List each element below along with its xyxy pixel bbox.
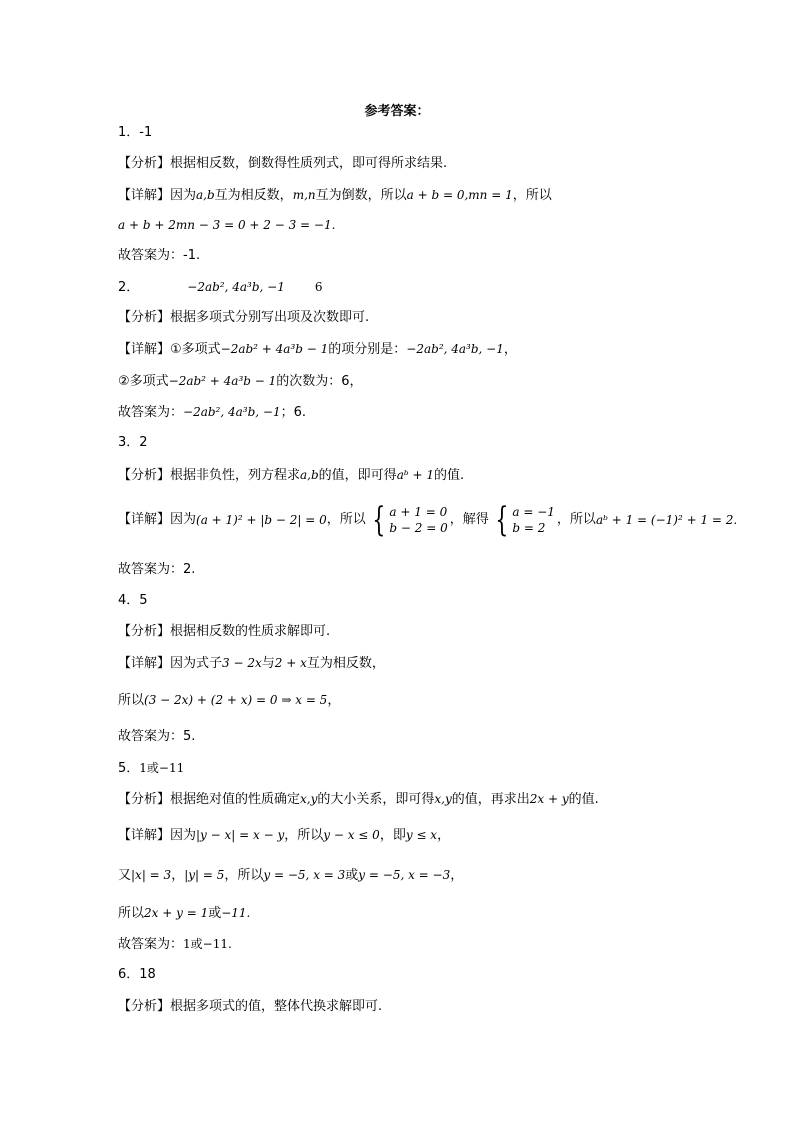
math: −2ab², 4a³b, −1 — [183, 405, 281, 419]
math: 6 — [314, 280, 323, 294]
answer-1-final: 故答案为：-1. — [118, 248, 201, 263]
system-line: a + 1 = 0 — [389, 505, 448, 519]
text: ，解得 — [449, 512, 489, 527]
system-lines — [512, 504, 555, 536]
math: 1或−11 — [139, 761, 185, 775]
system-line: b = 2 — [512, 521, 546, 535]
text: 【详解】因为 — [118, 512, 197, 527]
text: 2． — [118, 280, 140, 295]
system-line: a = −1 — [512, 505, 555, 519]
math: (a + 1)² + |b − 2| = 0 — [196, 513, 327, 527]
math: −2ab², 4a³b, −1 — [187, 280, 285, 294]
math: y − x ≤ 0 — [323, 828, 380, 842]
text: ， — [171, 868, 185, 883]
text: 故答案为： — [118, 405, 184, 420]
math: x,y — [434, 792, 452, 806]
math: aᵇ + 1 — [396, 468, 434, 482]
text: ，所以 — [326, 512, 366, 527]
math: −11. — [221, 906, 251, 920]
text: 【详解】因为 — [118, 828, 197, 843]
text: ，所以 — [224, 868, 264, 883]
text: 互为倒数，所以 — [315, 188, 407, 203]
answer-5-detail-2 — [118, 866, 463, 885]
answer-4-detail-1 — [118, 654, 385, 673]
text: 【详解】因为式子 — [118, 656, 223, 671]
answer-3-heading: 3．2 — [118, 435, 148, 450]
text: 与 — [261, 656, 275, 671]
answer-2-analysis: 【分析】根据多项式分别写出项及次数即可. — [118, 310, 370, 325]
math: 2x + y = 1 — [144, 906, 209, 920]
answer-5-heading — [118, 759, 184, 778]
answer-2-detail-1 — [118, 340, 517, 359]
answer-5-detail-1 — [118, 826, 450, 845]
text: ，即 — [379, 828, 406, 843]
text: 又 — [118, 868, 132, 883]
math: m,n — [292, 188, 316, 202]
text: 【分析】根据绝对值的性质确定 — [118, 792, 301, 807]
answer-3-detail — [118, 500, 738, 540]
math: x,y — [300, 792, 318, 806]
math: a,b — [300, 468, 319, 482]
answer-5-detail-3 — [118, 904, 250, 923]
math: |y − x| = x − y — [196, 828, 285, 842]
math: y ≤ x — [405, 828, 438, 842]
text: ；6. — [280, 405, 306, 420]
answer-2-detail-2 — [118, 372, 363, 391]
math: aᵇ + 1 = (−1)² + 1 = 2. — [595, 513, 738, 527]
math: y = −5, x = −3 — [358, 868, 451, 882]
answer-2-heading — [118, 278, 323, 297]
answer-3-final: 故答案为：2. — [118, 562, 196, 577]
system-lines — [389, 504, 447, 536]
math: a + b = 0,mn = 1 — [406, 188, 513, 202]
text: 所以 — [118, 906, 145, 921]
math: −2ab² + 4a³b − 1 — [168, 374, 277, 388]
equation-system — [368, 500, 448, 540]
math: y = −5, x = 3 — [263, 868, 346, 882]
math: −2ab² + 4a³b − 1 — [220, 342, 329, 356]
math: 2 + x — [274, 656, 307, 670]
brace-icon: { — [495, 500, 509, 540]
text: 的值. — [568, 792, 599, 807]
math: |y| = 5 — [184, 868, 225, 882]
system-line: b − 2 = 0 — [389, 521, 448, 535]
answer-2-final — [118, 403, 306, 422]
answer-4-analysis: 【分析】根据相反数的性质求解即可. — [118, 624, 331, 639]
math: a,b — [196, 188, 215, 202]
text: 或 — [208, 906, 222, 921]
math: |x| = 3 — [131, 868, 172, 882]
text: 所以 — [118, 693, 145, 708]
text: 5． — [118, 761, 140, 776]
page-title: 参考答案： — [364, 104, 430, 119]
text: 或 — [345, 868, 359, 883]
text: ，所以 — [512, 188, 552, 203]
answer-1-equation — [118, 216, 335, 235]
math: 2x + y — [529, 792, 569, 806]
text: ，所以 — [284, 828, 324, 843]
answer-5-analysis — [118, 790, 599, 809]
text: 【详解】因为 — [118, 188, 197, 203]
answer-5-final — [118, 935, 232, 954]
text: 的项分别是： — [328, 342, 407, 357]
answer-6-heading: 6．18 — [118, 967, 156, 982]
brace-icon: { — [372, 500, 386, 540]
text: 的次数为：6， — [276, 374, 363, 389]
text: ， — [327, 693, 341, 708]
text: 的大小关系，即可得 — [317, 792, 435, 807]
answer-4-final: 故答案为：5. — [118, 729, 196, 744]
answer-4-heading: 4．5 — [118, 593, 148, 608]
text: 故答案为： — [118, 937, 184, 952]
math: (3 − 2x) + (2 + x) = 0 ⇒ x = 5 — [144, 693, 328, 707]
text: ，所以 — [556, 512, 596, 527]
math: 1或−11. — [183, 937, 232, 951]
text: 【分析】根据非负性，列方程求 — [118, 468, 301, 483]
math: 3 − 2x — [222, 656, 262, 670]
answer-1-heading: 1．-1 — [118, 125, 153, 140]
text: 的值，即可得 — [318, 468, 397, 483]
math: −2ab², 4a³b, −1 — [406, 342, 504, 356]
answer-6-analysis: 【分析】根据多项式的值，整体代换求解即可. — [118, 999, 383, 1014]
text: 互为相反数， — [214, 188, 293, 203]
answer-1-analysis: 【分析】根据相反数，倒数得性质列式，即可得所求结果. — [118, 156, 448, 171]
text: ， — [437, 828, 451, 843]
solution-system — [491, 500, 555, 540]
text: 【详解】①多项式 — [118, 342, 221, 357]
text: ， — [450, 868, 464, 883]
text: 的值，再求出 — [451, 792, 530, 807]
text: ②多项式 — [118, 374, 169, 389]
text: 互为相反数， — [306, 656, 385, 671]
answer-3-analysis — [118, 466, 464, 485]
text: ， — [503, 342, 517, 357]
text: 的值. — [433, 468, 465, 483]
answer-1-detail — [118, 186, 552, 205]
answer-4-detail-2 — [118, 691, 340, 710]
math: a + b + 2mn − 3 = 0 + 2 − 3 = −1. — [118, 218, 336, 232]
